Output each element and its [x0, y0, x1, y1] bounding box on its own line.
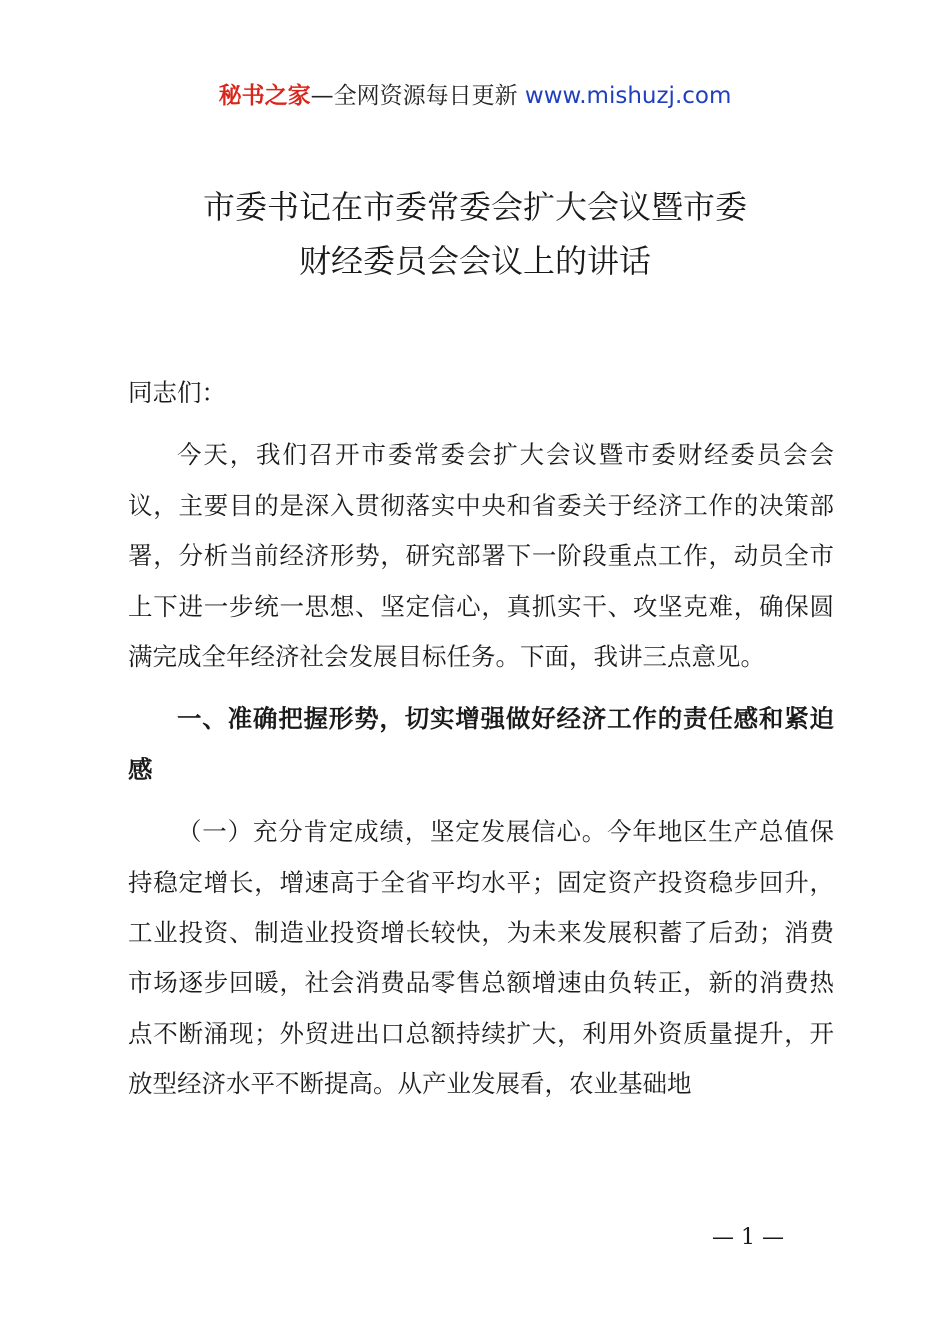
- title-line-1: 市委书记在市委常委会扩大会议暨市委: [202, 188, 747, 226]
- title-line-2: 财经委员会会议上的讲话: [298, 242, 651, 280]
- site-brand: 秘书之家: [218, 83, 311, 109]
- paragraph-achievements: （一）充分肯定成绩，坚定发展信心。今年地区生产总值保持稳定增长，增速高于全省平均水平；固定资产投资稳步回升，工业投资、制造业投资增长较快，为未来发展积蓄了后劲；消费市场逐步回暖，社会消费品零售总额增速由负转正，新的消费热点不断涌现；外贸进出口总额持续扩大，利用外资质量提升，开放型经济水平不断提高。从产业发展看，农业基础地: [128, 817, 834, 1099]
- document-body: [128, 368, 834, 1110]
- paragraph-intro: 今天，我们召开市委常委会扩大会议暨市委财经委员会会议，主要目的是深入贯彻落实中央和省委关于经济工作的决策部署，分析当前经济形势，研究部署下一阶段重点工作，动员全市上下进一步统一思想、坚定信心，真抓实干、攻坚克难，确保圆满完成全年经济社会发展目标任务。下面，我讲三点意见。: [128, 440, 834, 672]
- site-tagline: —全网资源每日更新: [310, 83, 518, 109]
- section-heading-1: 一、准确把握形势，切实增强做好经济工作的责任感和紧迫感: [128, 704, 834, 784]
- salutation: 同志们：: [128, 378, 226, 407]
- document-title: [100, 180, 850, 288]
- page-number: — 1 —: [712, 1225, 784, 1250]
- site-url-link[interactable]: www.mishuzj.com: [524, 83, 732, 109]
- site-header: [0, 80, 950, 112]
